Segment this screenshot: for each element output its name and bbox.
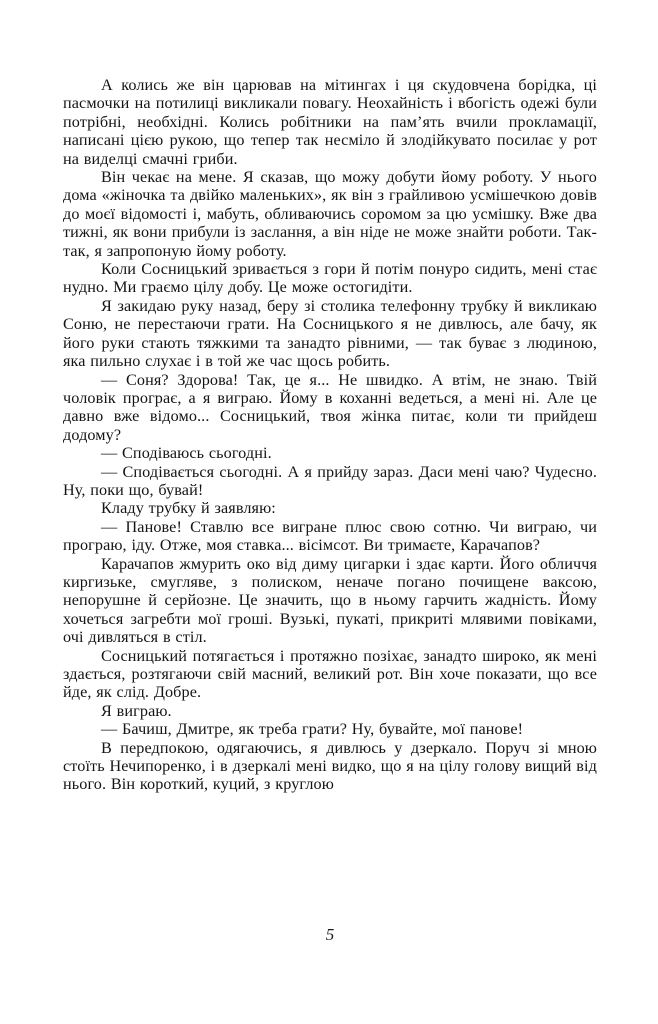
page-number: 5 (325, 925, 335, 944)
paragraph: Я закидаю руку назад, беру зі столика телефонну трубку й викликаю Соню, не перестаючи грати. На Сосницького я не дивлюсь, але бачу, як його руки стають тяжкими та занадто рівними, — так буває з людиною, яка пильно слухає і в той же час щось робить. (63, 296, 597, 371)
paragraph: Коли Сосницький зривається з гори й потім понуро сидить, мені стає нудно. Ми граємо цілу добу. Це може остогидіти. (63, 260, 597, 297)
paragraph: — Бачиш, Дмитре, як треба грати? Ну, бувайте, мої панове! (101, 720, 524, 739)
paragraph: А колись же він царював на мітингах і ця скудовчена борідка, ці пасмочки на потилиці викликали повагу. Неохайність і вбогість одежі були потрібні, необхідні. Колись робітники на пам’ять вчили прокламації, написані цією рукою, що тепер так несміло й злодійкувато посилає у рот на виделці смачні гриби. (63, 76, 597, 168)
paragraph: Карачапов жмурить око від диму цигарки і здає карти. Його обличчя киргизьке, смугляве, з полиском, неначе погано почищене ваксою, непорушне й серйозне. Це значить, що в ньому гарчить жадність. Йому хочеться загребти мої гроші. Вузькі, пукаті, прикриті млявими повіками, очі дивляться в стіл. (63, 554, 597, 647)
paragraph: Сосницький потягається і протяжно позіхає, занадто широко, як мені здається, розтягаючи свій масний, великий рот. Він хоче показати, що все йде, як слід. Добре. (63, 646, 597, 702)
paragraph: Кладу трубку й заявляю: (101, 499, 276, 518)
paragraph: — Соня? Здорова! Так, це я... Не швидко. А втім, не знаю. Твій чоловік програє, а я виграю. Йому в коханні ведеться, а мені ні. Але це давно вже відомо... Сосницький, твоя жінка питає, коли ти прийдеш додому? (63, 370, 597, 444)
paragraph: — Панове! Ставлю все вигране плюс свою сотню. Чи виграю, чи програю, іду. Отже, моя ставка... вісімсот. Ви тримаєте, Карачапов? (63, 517, 597, 555)
paragraph: В передпокою, одягаючись, я дивлюсь у дзеркало. Поруч зі мною стоїть Нечипоренко, і в дзеркалі мені видко, що я на цілу голову вищий від нього. Він короткий, куций, з круглою (63, 738, 597, 794)
paragraph: Я виграю. (101, 701, 172, 720)
paragraph: — Сподівається сьогодні. А я прийду зараз. Даси мені чаю? Чудесно. Ну, поки що, бувай! (63, 462, 597, 499)
paragraph: — Сподіваюсь сьогодні. (101, 444, 272, 463)
text-block (63, 76, 597, 794)
paragraph: Він чекає на мене. Я сказав, що можу добути йому роботу. У нього дома «жіночка та двійко маленьких», як він з грайливою усмішечкою довів до моєї відомості і, мабуть, обливаючись соромом за цю усмішку. Вже два тижні, як вони прибули із заслання, а він ніде не може знайти роботи. Так-так, я запропоную йому роботу. (63, 168, 597, 260)
